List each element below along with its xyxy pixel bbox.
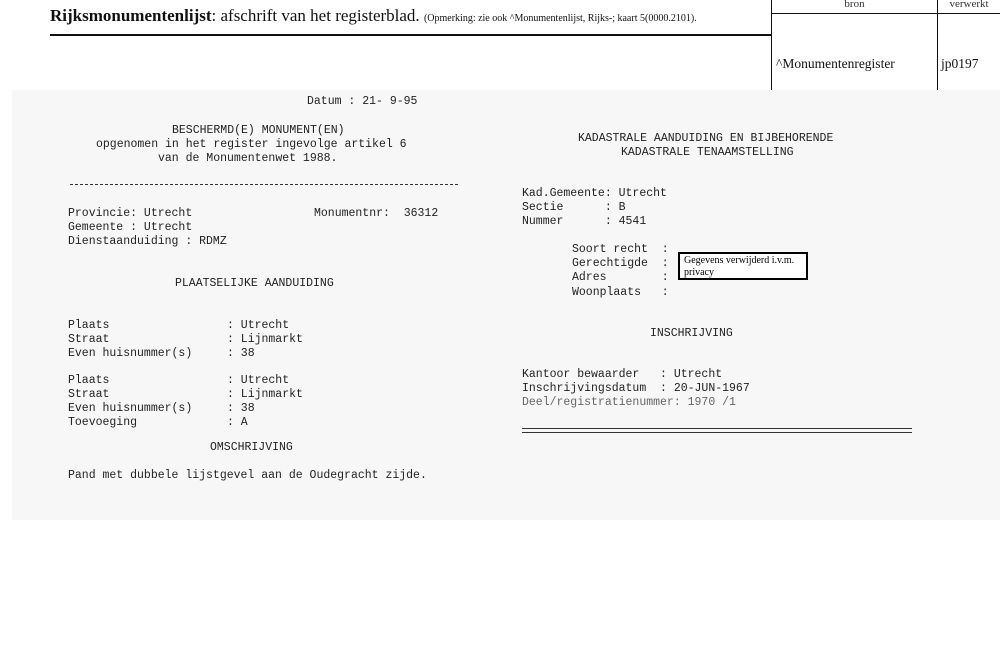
inschrijving-line: Kantoor bewaarder : Utrecht [522,368,723,381]
inschrijving-line: Deel/registratienummer: 1970 /1 [522,396,736,409]
kad-line: Nummer : 4541 [522,215,647,228]
dashed-divider [70,184,458,185]
field-label: Toevoeging [68,416,138,429]
title-rest: : afschrift van het registerblad. [211,6,420,25]
field-value: : 38 [227,402,255,415]
kad-line: Kad.Gemeente: Utrecht [522,187,667,200]
soort-line: Woonplaats : [572,286,669,299]
verwerkt-label: verwerkt [949,0,989,10]
kadastrale-heading: KADASTRALE AANDUIDING EN BIJBEHORENDE [578,132,834,145]
field-value: : Utrecht [227,374,290,387]
soort-line: Soort recht : [572,243,669,256]
header-rule [50,34,772,36]
soort-line: Adres : [572,271,669,284]
title-note: (Opmerking: zie ook ^Monumentenlijst, Rijks-; kaart 5(0000.2101). [423,13,697,24]
double-rule [522,428,912,433]
inschrijving-heading: INSCHRIJVING [650,327,733,340]
soort-line: Gerechtigde : [572,257,669,270]
bron-line: ^Monumentenregister [776,56,895,71]
field-value: : A [227,416,248,429]
omschrijving-heading: OMSCHRIJVING [210,441,293,454]
inschrijving-line: Inschrijvingsdatum : 20-JUN-1967 [522,382,750,395]
field-value: : 38 [227,347,255,360]
field-value: : Lijnmarkt [227,333,303,346]
label-divider [771,13,1000,14]
field-label: Straat [68,333,110,346]
gemeente: Gemeente : Utrecht [68,221,193,234]
provincie: Provincie: Utrecht [68,207,193,220]
monumentnr: Monumentnr: 36312 [314,207,439,220]
monument-heading: BESCHERMD(E) MONUMENT(EN) [172,124,345,137]
plaatselijke-heading: PLAATSELIJKE AANDUIDING [175,277,334,290]
privacy-redaction-box: Gegevens verwijderd i.v.m. privacy [678,252,808,280]
field-label: Even huisnummer(s) [68,402,193,415]
field-label: Plaats [68,319,110,332]
kadastrale-heading-line2: KADASTRALE TENAAMSTELLING [621,146,794,159]
dienstaanduiding: Dienstaanduiding : RDMZ [68,235,227,248]
bron-label: bron [844,0,865,10]
omschrijving-text: Pand met dubbele lijstgevel aan de Oudegracht zijde. [68,469,427,482]
field-value: : Utrecht [227,319,290,332]
page-title [50,6,697,26]
field-label: Plaats [68,374,110,387]
verwerkt-value: jp0197 [941,56,979,71]
monument-heading-line3: van de Monumentenwet 1988. [158,152,338,165]
datum: Datum : 21- 9-95 [307,95,418,108]
field-label: Even huisnummer(s) [68,347,193,360]
title-bold: Rijksmonumentenlijst [50,6,212,25]
field-value: : Lijnmarkt [227,388,303,401]
kad-line: Sectie : B [522,201,626,214]
monument-heading-line2: opgenomen in het register ingevolge artikel 6 [96,138,407,151]
field-label: Straat [68,388,110,401]
